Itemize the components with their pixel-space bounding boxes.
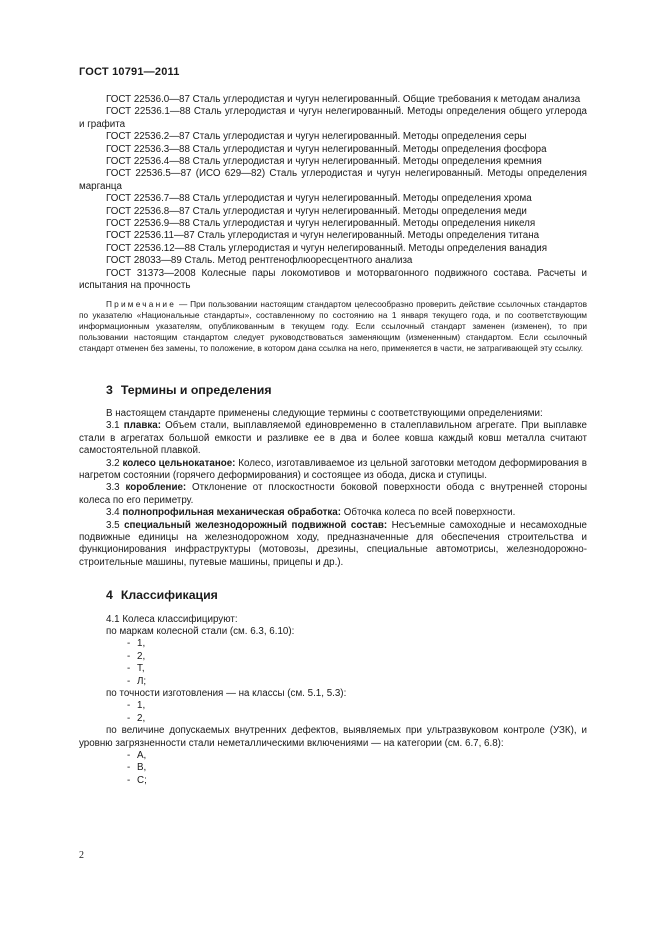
reference-item: ГОСТ 22536.0—87 Сталь углеродистая и чугун нелегированный. Общие требования к методам анализа [106, 94, 581, 105]
list-item: - 1, [127, 700, 146, 712]
term-definition: Отклонение от плоскостности боковой поверхности обода с внутренней стороны колеса по его периметру. [79, 482, 587, 506]
term-name: коробление: [125, 482, 187, 494]
reference-item: ГОСТ 28033—89 Сталь. Метод рентгенофлюоресцентного анализа [106, 255, 413, 267]
reference-item: ГОСТ 22536.12—88 Сталь углеродистая и чугун нелегированный. Методы определения ванадия [106, 242, 548, 254]
term-definition: Объем стали, выплавляемой единовременно в сталеплавильном агрегате. При выплавке стали в агрегатах большой емкости и разливке ее в два и более ковша каждый ковш металла считают самостоятельной плавкой. [79, 420, 587, 457]
classification-by-defects: по величине допускаемых внутренних дефектов, выявляемых при ультразвуковом контроле (УЗК), и уровню загрязненности стали неметаллическими включениями — на категории (см. 6.7, 6.8): [79, 725, 587, 749]
term-name: полнопрофильная механическая обработка: [122, 507, 341, 519]
section-title: Термины и определения [120, 382, 272, 397]
section-number: 4 [106, 588, 113, 603]
list-item: - 2, [127, 712, 146, 724]
section-3-heading [79, 384, 587, 396]
reference-item: ГОСТ 22536.9—88 Сталь углеродистая и чугун нелегированный. Методы определения никеля [106, 218, 536, 230]
list-item: - Т, [127, 663, 145, 675]
page-number: 2 [79, 850, 84, 861]
reference-item: ГОСТ 22536.3—88 Сталь углеродистая и чугун нелегированный. Методы определения фосфора [106, 143, 547, 155]
reference-item: ГОСТ 22536.11—87 Сталь углеродистая и чугун нелегированный. Методы определения титана [106, 230, 540, 242]
list-item: - 2, [127, 650, 146, 662]
term-definition: Несъемные самоходные и несамоходные подвижные единицы на железнодорожном ходу, предназначенные для обеспечения строительства и функционирования инфраструктуры (мотовозы, дрезины, специальные автомотрисы, железнодорожно-строительные машины, путевые машины, прицепы и др.). [79, 519, 587, 568]
classification-by-grade: по маркам колесной стали (см. 6.3, 6.10): [106, 626, 295, 637]
section-number: 3 [106, 382, 113, 397]
note-text: — При пользовании настоящим стандартом целесообразно проверить действие ссылочных стандартов по указателю «Национальные стандарты», составленному по состоянию на 1 января текущего года, и по соответствующим информационным указателям, опубликованным в текущем году. Если ссылочный стандарт заменен (изменен), то при пользовании настоящим стандартом следует руководствоваться заменяющим (измененным) стандартом. Если ссылочный стандарт отменен без замены, то положение, в котором дана ссылка на него, применяется в части, не затрагивающей эту ссылку. [79, 298, 587, 353]
section-title: Классификация [120, 588, 218, 603]
note-paragraph [79, 299, 587, 354]
reference-item: ГОСТ 22536.7—88 Сталь углеродистая и чугун нелегированный. Методы определения хрома [106, 193, 532, 205]
term-name: специальный железнодорожный подвижной состав: [124, 519, 388, 531]
references-list [79, 94, 587, 293]
list-item: - 1, [127, 638, 146, 650]
reference-item: ГОСТ 22536.8—87 Сталь углеродистая и чугун нелегированный. Методы определения меди [106, 205, 527, 217]
document-header: ГОСТ 10791—2011 [79, 66, 180, 78]
classification-by-accuracy: по точности изготовления — на классы (см. 5.1, 5.3): [106, 688, 347, 700]
reference-item: ГОСТ 22536.4—88 Сталь углеродистая и чугун нелегированный. Методы определения кремния [106, 156, 542, 168]
clause-4-1: 4.1 Колеса классифицируют: [106, 613, 238, 625]
term-3-1: 3.1 плавка: Объем стали, выплавляемой единовременно в сталеплавильном агрегате. При выплавке стали в агрегатах большой емкости и разливке ее в два и более ковша каждый ковш металла считают самостоятельной плавкой. [79, 420, 587, 457]
term-name: плавка: [123, 420, 161, 432]
term-definition: Обточка колеса по всей поверхности. [341, 507, 516, 519]
reference-item: ГОСТ 22536.1—88 Сталь углеродистая и чугун нелегированный. Методы определения общего углерода и графита [79, 106, 587, 130]
term-3-2: 3.2 колесо цельнокатаное: Колесо, изготавливаемое из цельной заготовки методом деформирования в нагретом состоянии (горячего деформирования) и состоящее из обода, диска и ступицы. [79, 457, 587, 481]
term-name: колесо цельнокатаное: [122, 457, 236, 469]
list-item: - С; [127, 774, 147, 786]
term-3-3: 3.3 коробление: Отклонение от плоскостности боковой поверхности обода с внутренней стороны колеса по его периметру. [79, 482, 587, 506]
section-4-heading [79, 589, 587, 601]
reference-item: ГОСТ 31373—2008 Колесные пары локомотивов и моторвагонного подвижного состава. Расчеты и испытания на прочность [79, 267, 587, 292]
note-label: Примечание [106, 298, 177, 309]
section-3-intro: В настоящем стандарте применены следующие термины с соответствующими определениями: [106, 407, 543, 419]
list-item: - В, [127, 762, 147, 774]
term-3-4: 3.4 полнопрофильная механическая обработка: Обточка колеса по всей поверхности. [106, 507, 516, 519]
list-item: - А, [127, 750, 147, 762]
term-3-5: 3.5 специальный железнодорожный подвижной состав: Несъемные самоходные и несамоходные подвижные единицы на железнодорожном ходу, предназначенные для обеспечения строительства и функционирования инфраструктуры (мотовозы, дрезины, специальные автомотрисы, железнодорожно-строительные машины, путевые машины, прицепы и др.). [79, 519, 587, 568]
reference-item: ГОСТ 22536.5—87 (ИСО 629—82) Сталь углеродистая и чугун нелегированный. Методы определения марганца [79, 168, 587, 192]
reference-item: ГОСТ 22536.2—87 Сталь углеродистая и чугун нелегированный. Методы определения серы [106, 131, 527, 143]
list-item: - Л; [127, 675, 147, 687]
term-definition: Колесо, изготавливаемое из цельной заготовки методом деформирования в нагретом состоянии (горячего деформирования) и состоящее из обода, диска и ступицы. [79, 457, 587, 481]
document-body [79, 94, 587, 787]
